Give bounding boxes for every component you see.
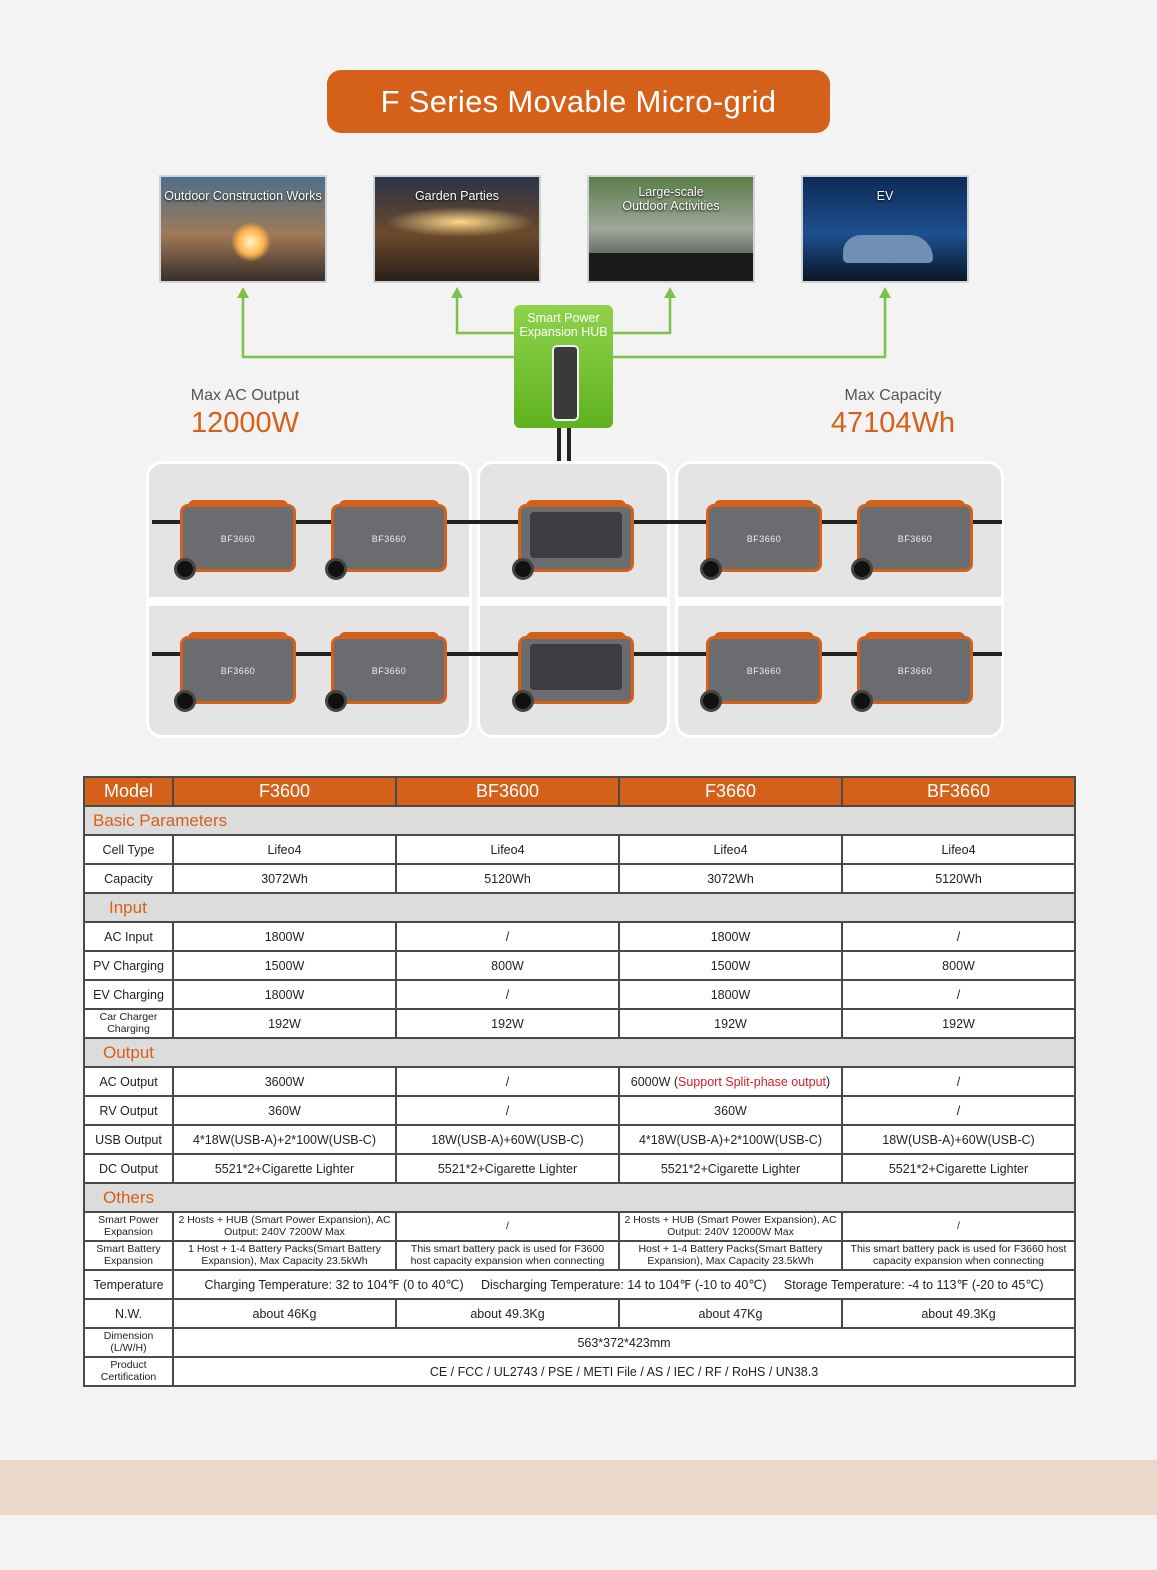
cell-text: 6000W (: [630, 1074, 679, 1089]
cell: /: [396, 1096, 619, 1125]
max-capacity-value: 47104Wh: [830, 407, 956, 439]
header-bf3600: BF3600: [396, 777, 619, 806]
row-label: USB Output: [84, 1125, 173, 1154]
cell: 5120Wh: [842, 864, 1075, 893]
scene-label: Outdoor Construction Works: [164, 189, 322, 203]
max-capacity-stat: [808, 387, 978, 440]
table-row: [84, 1357, 1075, 1386]
battery-unit: BF3660: [851, 632, 979, 712]
table-row: [84, 922, 1075, 951]
battery-unit: BF3660: [174, 500, 302, 580]
row-label: N.W.: [84, 1299, 173, 1328]
table-row: [84, 1125, 1075, 1154]
cell: 1800W: [173, 922, 396, 951]
cell: 1800W: [619, 922, 842, 951]
cell: Lifeo4: [842, 835, 1075, 864]
cell: 4*18W(USB-A)+2*100W(USB-C): [619, 1125, 842, 1154]
cell: /: [396, 980, 619, 1009]
cell: about 49.3Kg: [396, 1299, 619, 1328]
cell: /: [396, 922, 619, 951]
cell: 5521*2+Cigarette Lighter: [173, 1154, 396, 1183]
table-row: [84, 1241, 1075, 1270]
scene-label: EV: [876, 189, 894, 203]
cell: 3600W: [173, 1067, 396, 1096]
cell: Lifeo4: [396, 835, 619, 864]
cell-text: ): [826, 1074, 831, 1089]
cell: Host + 1-4 Battery Packs(Smart Battery Expansion), Max Capacity 23.5kWh: [619, 1241, 842, 1270]
certification-cell: CE / FCC / UL2743 / PSE / METI File / AS / IEC / RF / RoHS / UN38.3: [173, 1357, 1075, 1386]
cell: /: [842, 1067, 1075, 1096]
smart-power-hub: [514, 305, 613, 428]
cell: This smart battery pack is used for F3600 host capacity expansion when connecting: [396, 1241, 619, 1270]
row-label: Product Certification: [84, 1357, 173, 1386]
row-label: Capacity: [84, 864, 173, 893]
table-row: [84, 1212, 1075, 1241]
max-ac-output-label: Max AC Output: [190, 387, 300, 404]
row-label: DC Output: [84, 1154, 173, 1183]
cell: 2 Hosts + HUB (Smart Power Expansion), AC Output: 240V 12000W Max: [619, 1212, 842, 1241]
host-unit: [512, 632, 640, 712]
table-row: [84, 1328, 1075, 1357]
battery-unit: BF3660: [325, 632, 453, 712]
cell: 1800W: [619, 980, 842, 1009]
section-others: Others: [84, 1183, 1075, 1212]
dimension-cell: 563*372*423mm: [173, 1328, 1075, 1357]
row-label: Car Charger Charging: [84, 1009, 173, 1038]
hub-device: [552, 345, 579, 421]
row-label: EV Charging: [84, 980, 173, 1009]
max-capacity-label: Max Capacity: [844, 387, 942, 404]
battery-unit: BF3660: [174, 632, 302, 712]
table-row: [84, 1009, 1075, 1038]
section-input: Input: [84, 893, 1075, 922]
cell: 192W: [619, 1009, 842, 1038]
scene-label: Large-scale Outdoor Activities: [622, 185, 720, 213]
table-row: [84, 1299, 1075, 1328]
split-phase-note: Support Split-phase output: [678, 1074, 827, 1089]
cell: Lifeo4: [619, 835, 842, 864]
cell: /: [396, 1212, 619, 1241]
cell: /: [842, 922, 1075, 951]
cell: 5521*2+Cigarette Lighter: [619, 1154, 842, 1183]
cell: 192W: [173, 1009, 396, 1038]
header-f3600: F3600: [173, 777, 396, 806]
cell: 5120Wh: [396, 864, 619, 893]
table-row: [84, 1067, 1075, 1096]
battery-unit: BF3660: [325, 500, 453, 580]
cell: 5521*2+Cigarette Lighter: [842, 1154, 1075, 1183]
header-model: Model: [84, 777, 173, 806]
cell: This smart battery pack is used for F3660 host capacity expansion when connecting: [842, 1241, 1075, 1270]
cell: 192W: [396, 1009, 619, 1038]
section-basic: Basic Parameters: [84, 806, 1075, 835]
cell: about 46Kg: [173, 1299, 396, 1328]
row-label: Dimension (L/W/H): [84, 1328, 173, 1357]
header-bf3660: BF3660: [842, 777, 1075, 806]
battery-unit: BF3660: [700, 632, 828, 712]
cell: 360W: [173, 1096, 396, 1125]
page-title: F Series Movable Micro-grid: [327, 70, 830, 133]
cell: 800W: [396, 951, 619, 980]
cell: 18W(USB-A)+60W(USB-C): [842, 1125, 1075, 1154]
cell: 1800W: [173, 980, 396, 1009]
cell: 2 Hosts + HUB (Smart Power Expansion), AC Output: 240V 7200W Max: [173, 1212, 396, 1241]
cell: 3072Wh: [619, 864, 842, 893]
table-row: [84, 1096, 1075, 1125]
cell: 5521*2+Cigarette Lighter: [396, 1154, 619, 1183]
cell: [619, 1067, 842, 1096]
row-label: Smart Battery Expansion: [84, 1241, 173, 1270]
row-label: RV Output: [84, 1096, 173, 1125]
table-row: [84, 1270, 1075, 1299]
cell: about 47Kg: [619, 1299, 842, 1328]
cell: 1 Host + 1-4 Battery Packs(Smart Battery Expansion), Max Capacity 23.5kWh: [173, 1241, 396, 1270]
battery-unit: BF3660: [700, 500, 828, 580]
cell: 3072Wh: [173, 864, 396, 893]
footer-band: [0, 1460, 1157, 1515]
host-unit: [512, 500, 640, 580]
cell: 1500W: [619, 951, 842, 980]
row-label: AC Input: [84, 922, 173, 951]
max-ac-output-value: 12000W: [190, 407, 299, 439]
cell: 18W(USB-A)+60W(USB-C): [396, 1125, 619, 1154]
row-label: Cell Type: [84, 835, 173, 864]
cell: 1500W: [173, 951, 396, 980]
table-row: [84, 1154, 1075, 1183]
hub-label: Smart Power Expansion HUB: [519, 311, 608, 339]
temperature-cell: Charging Temperature: 32 to 104℉ (0 to 40℃) Discharging Temperature: 14 to 104℉ (-10 to 40℃) Storage Temperature: -4 to 113℉ (-20 to 45℃): [173, 1270, 1075, 1299]
cell: Lifeo4: [173, 835, 396, 864]
cell: 4*18W(USB-A)+2*100W(USB-C): [173, 1125, 396, 1154]
table-row: [84, 835, 1075, 864]
row-label: Smart Power Expansion: [84, 1212, 173, 1241]
row-label: AC Output: [84, 1067, 173, 1096]
section-output: Output: [84, 1038, 1075, 1067]
spec-table: [83, 776, 1076, 1387]
scene-label: Garden Parties: [414, 189, 500, 203]
cell: about 49.3Kg: [842, 1299, 1075, 1328]
battery-unit: BF3660: [851, 500, 979, 580]
table-row: [84, 864, 1075, 893]
cell: 360W: [619, 1096, 842, 1125]
table-row: [84, 951, 1075, 980]
row-label: Temperature: [84, 1270, 173, 1299]
cell: /: [842, 1212, 1075, 1241]
header-f3660: F3660: [619, 777, 842, 806]
table-row: [84, 980, 1075, 1009]
cell: /: [842, 980, 1075, 1009]
cell: 192W: [842, 1009, 1075, 1038]
cell: /: [396, 1067, 619, 1096]
cell: 800W: [842, 951, 1075, 980]
row-label: PV Charging: [84, 951, 173, 980]
cell: /: [842, 1096, 1075, 1125]
table-header-row: [84, 777, 1075, 806]
max-ac-output-stat: [160, 387, 330, 440]
